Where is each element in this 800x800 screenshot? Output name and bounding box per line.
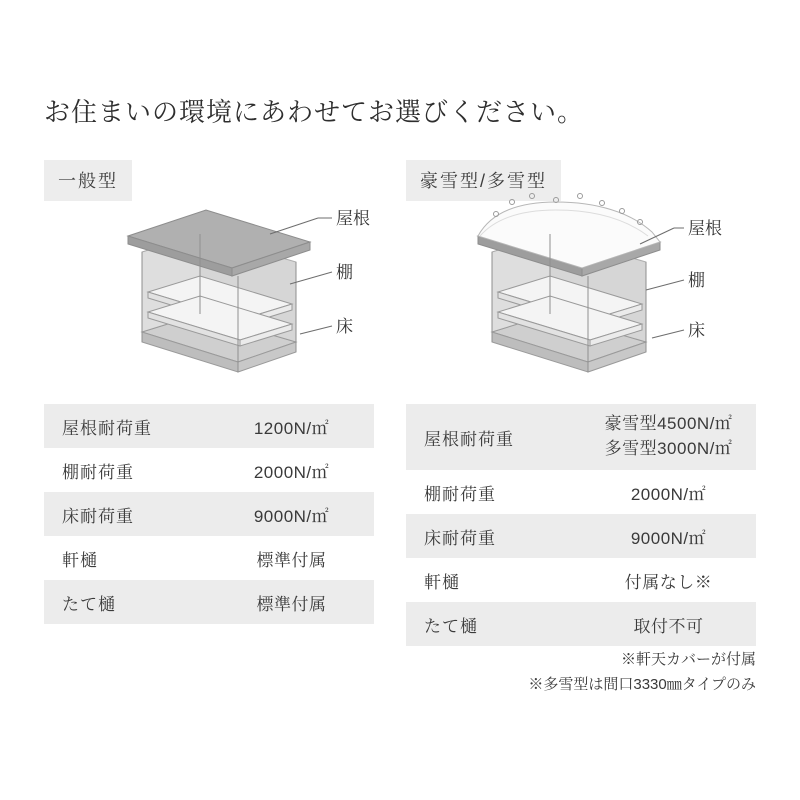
illustration-heavy-snow-type [470,192,760,382]
svg-text:屋根: 屋根 [336,209,370,228]
spec-label: 軒樋 [44,536,209,580]
spec-label: 棚耐荷重 [406,470,581,514]
column-title-heavy-snow: 豪雪型/多雪型 [406,160,561,201]
spec-value [581,404,756,470]
table-row [44,448,374,492]
spec-label: たて樋 [44,580,209,624]
footnote-1: ※軒天カバーが付属 [620,651,756,668]
spec-value: 標準付属 [209,580,374,624]
spec-table-heavy-snow [406,404,756,646]
spec-label: たて樋 [406,602,581,646]
spec-value: 付属なし※ [581,558,756,602]
table-row [44,404,374,448]
spec-value: 標準付属 [209,536,374,580]
spec-label: 床耐荷重 [406,514,581,558]
footnotes [406,648,756,698]
illustration-standard-type [120,192,390,382]
table-row [406,558,756,602]
table-row [406,514,756,558]
spec-value-line2: 多雪型3000N/㎡ [604,439,733,458]
spec-value: 9000N/㎡ [581,514,756,558]
column-title-standard: 一般型 [44,160,132,201]
page-title: お住まいの環境にあわせてお選びください。 [44,97,585,127]
spec-value: 取付不可 [581,602,756,646]
spec-value: 9000N/㎡ [209,492,374,536]
svg-text:床: 床 [336,317,353,336]
table-row [44,492,374,536]
table-row [44,536,374,580]
spec-table-standard [44,404,374,624]
spec-value: 2000N/㎡ [581,470,756,514]
svg-text:棚: 棚 [688,271,705,290]
spec-label: 屋根耐荷重 [44,404,209,448]
spec-value-line1: 豪雪型4500N/㎡ [604,414,733,434]
spec-value: 1200N/㎡ [209,404,374,448]
table-row [44,580,374,624]
svg-text:床: 床 [688,321,705,340]
spec-value: 2000N/㎡ [209,448,374,492]
spec-label: 軒樋 [406,558,581,602]
spec-label: 棚耐荷重 [44,448,209,492]
footnote-2: ※多雪型は間口3330㎜タイプのみ [528,675,756,693]
table-row [406,602,756,646]
spec-label: 床耐荷重 [44,492,209,536]
table-row [406,404,756,470]
svg-text:棚: 棚 [336,263,353,282]
spec-label: 屋根耐荷重 [406,404,581,470]
table-row [406,470,756,514]
svg-text:屋根: 屋根 [688,219,722,238]
